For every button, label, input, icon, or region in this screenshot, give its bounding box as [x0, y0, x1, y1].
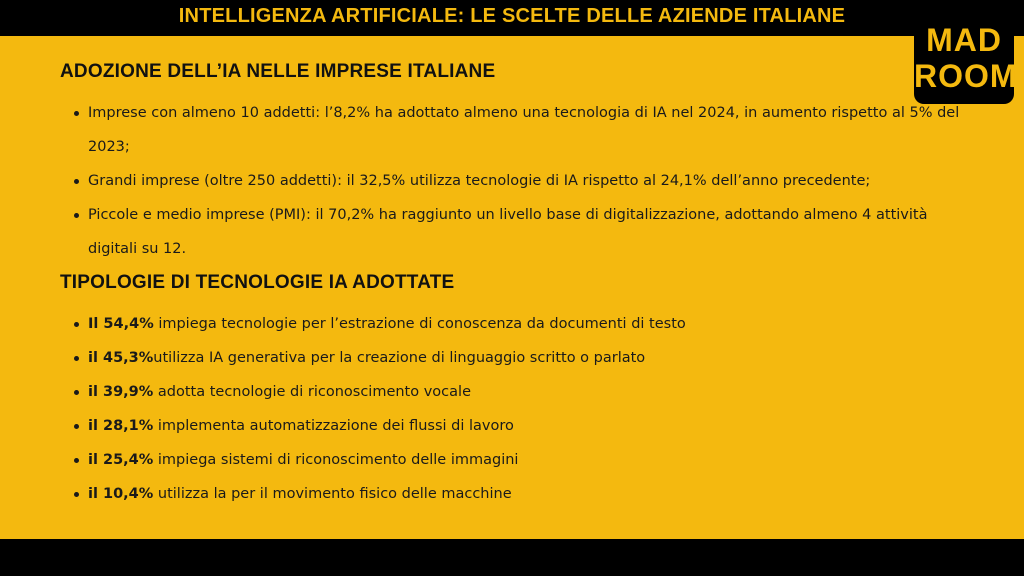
tech-item-text: utilizza IA generativa per la creazione di linguaggio scritto o parlato	[153, 350, 646, 366]
tech-item-machine-movement	[72, 477, 952, 511]
tech-item-percent: il 25,4%	[88, 452, 154, 468]
tech-item-image-recognition	[72, 443, 952, 477]
tech-item-percent: il 28,1%	[88, 418, 154, 434]
header-bar	[0, 0, 1024, 36]
technologies-list	[72, 307, 952, 511]
adoption-item-large-companies: Grandi imprese (oltre 250 addetti): il 32,5% utilizza tecnologie di IA rispetto al 24,1% dell’anno precedente;	[72, 164, 967, 198]
tech-item-text: implementa automatizzazione dei flussi di lavoro	[153, 418, 514, 434]
tech-item-text: impiega sistemi di riconoscimento delle immagini	[153, 452, 519, 468]
logo-line-2: ROOM	[914, 58, 1018, 94]
tech-item-generative-ai	[72, 341, 952, 375]
tech-item-text: adotta tecnologie di riconoscimento vocale	[153, 384, 471, 400]
adoption-item-companies-10: Imprese con almeno 10 addetti: l’8,2% ha adottato almeno una tecnologia di IA nel 2024, in aumento rispetto al 5% del 2023;	[72, 96, 967, 164]
section-title-technologies: TIPOLOGIE DI TECNOLOGIE IA ADOTTATE	[60, 272, 455, 293]
tech-item-text-extraction	[72, 307, 952, 341]
section-title-adoption: ADOZIONE DELL’IA NELLE IMPRESE ITALIANE	[60, 61, 496, 82]
logo-line-1: MAD	[926, 22, 1002, 58]
tech-item-percent: il 39,9%	[88, 384, 154, 400]
tech-item-percent: il 45,3%	[88, 350, 154, 366]
tech-item-text: impiega tecnologie per l’estrazione di conoscenza da documenti di testo	[153, 316, 686, 332]
mad-room-logo	[914, 14, 1018, 104]
tech-item-text: utilizza la per il movimento fisico delle macchine	[153, 486, 512, 502]
page-title: INTELLIGENZA ARTIFICIALE: LE SCELTE DELLE AZIENDE ITALIANE	[178, 5, 846, 27]
tech-item-percent: Il 54,4%	[88, 316, 154, 332]
adoption-list	[72, 96, 967, 266]
tech-item-workflow-automation	[72, 409, 952, 443]
adoption-item-sme: Piccole e medio imprese (PMI): il 70,2% ha raggiunto un livello base di digitalizzazione, adottando almeno 4 attività digitali su 12.	[72, 198, 967, 266]
tech-item-percent: il 10,4%	[88, 486, 154, 502]
footer-bar	[0, 539, 1024, 576]
tech-item-voice-recognition	[72, 375, 952, 409]
